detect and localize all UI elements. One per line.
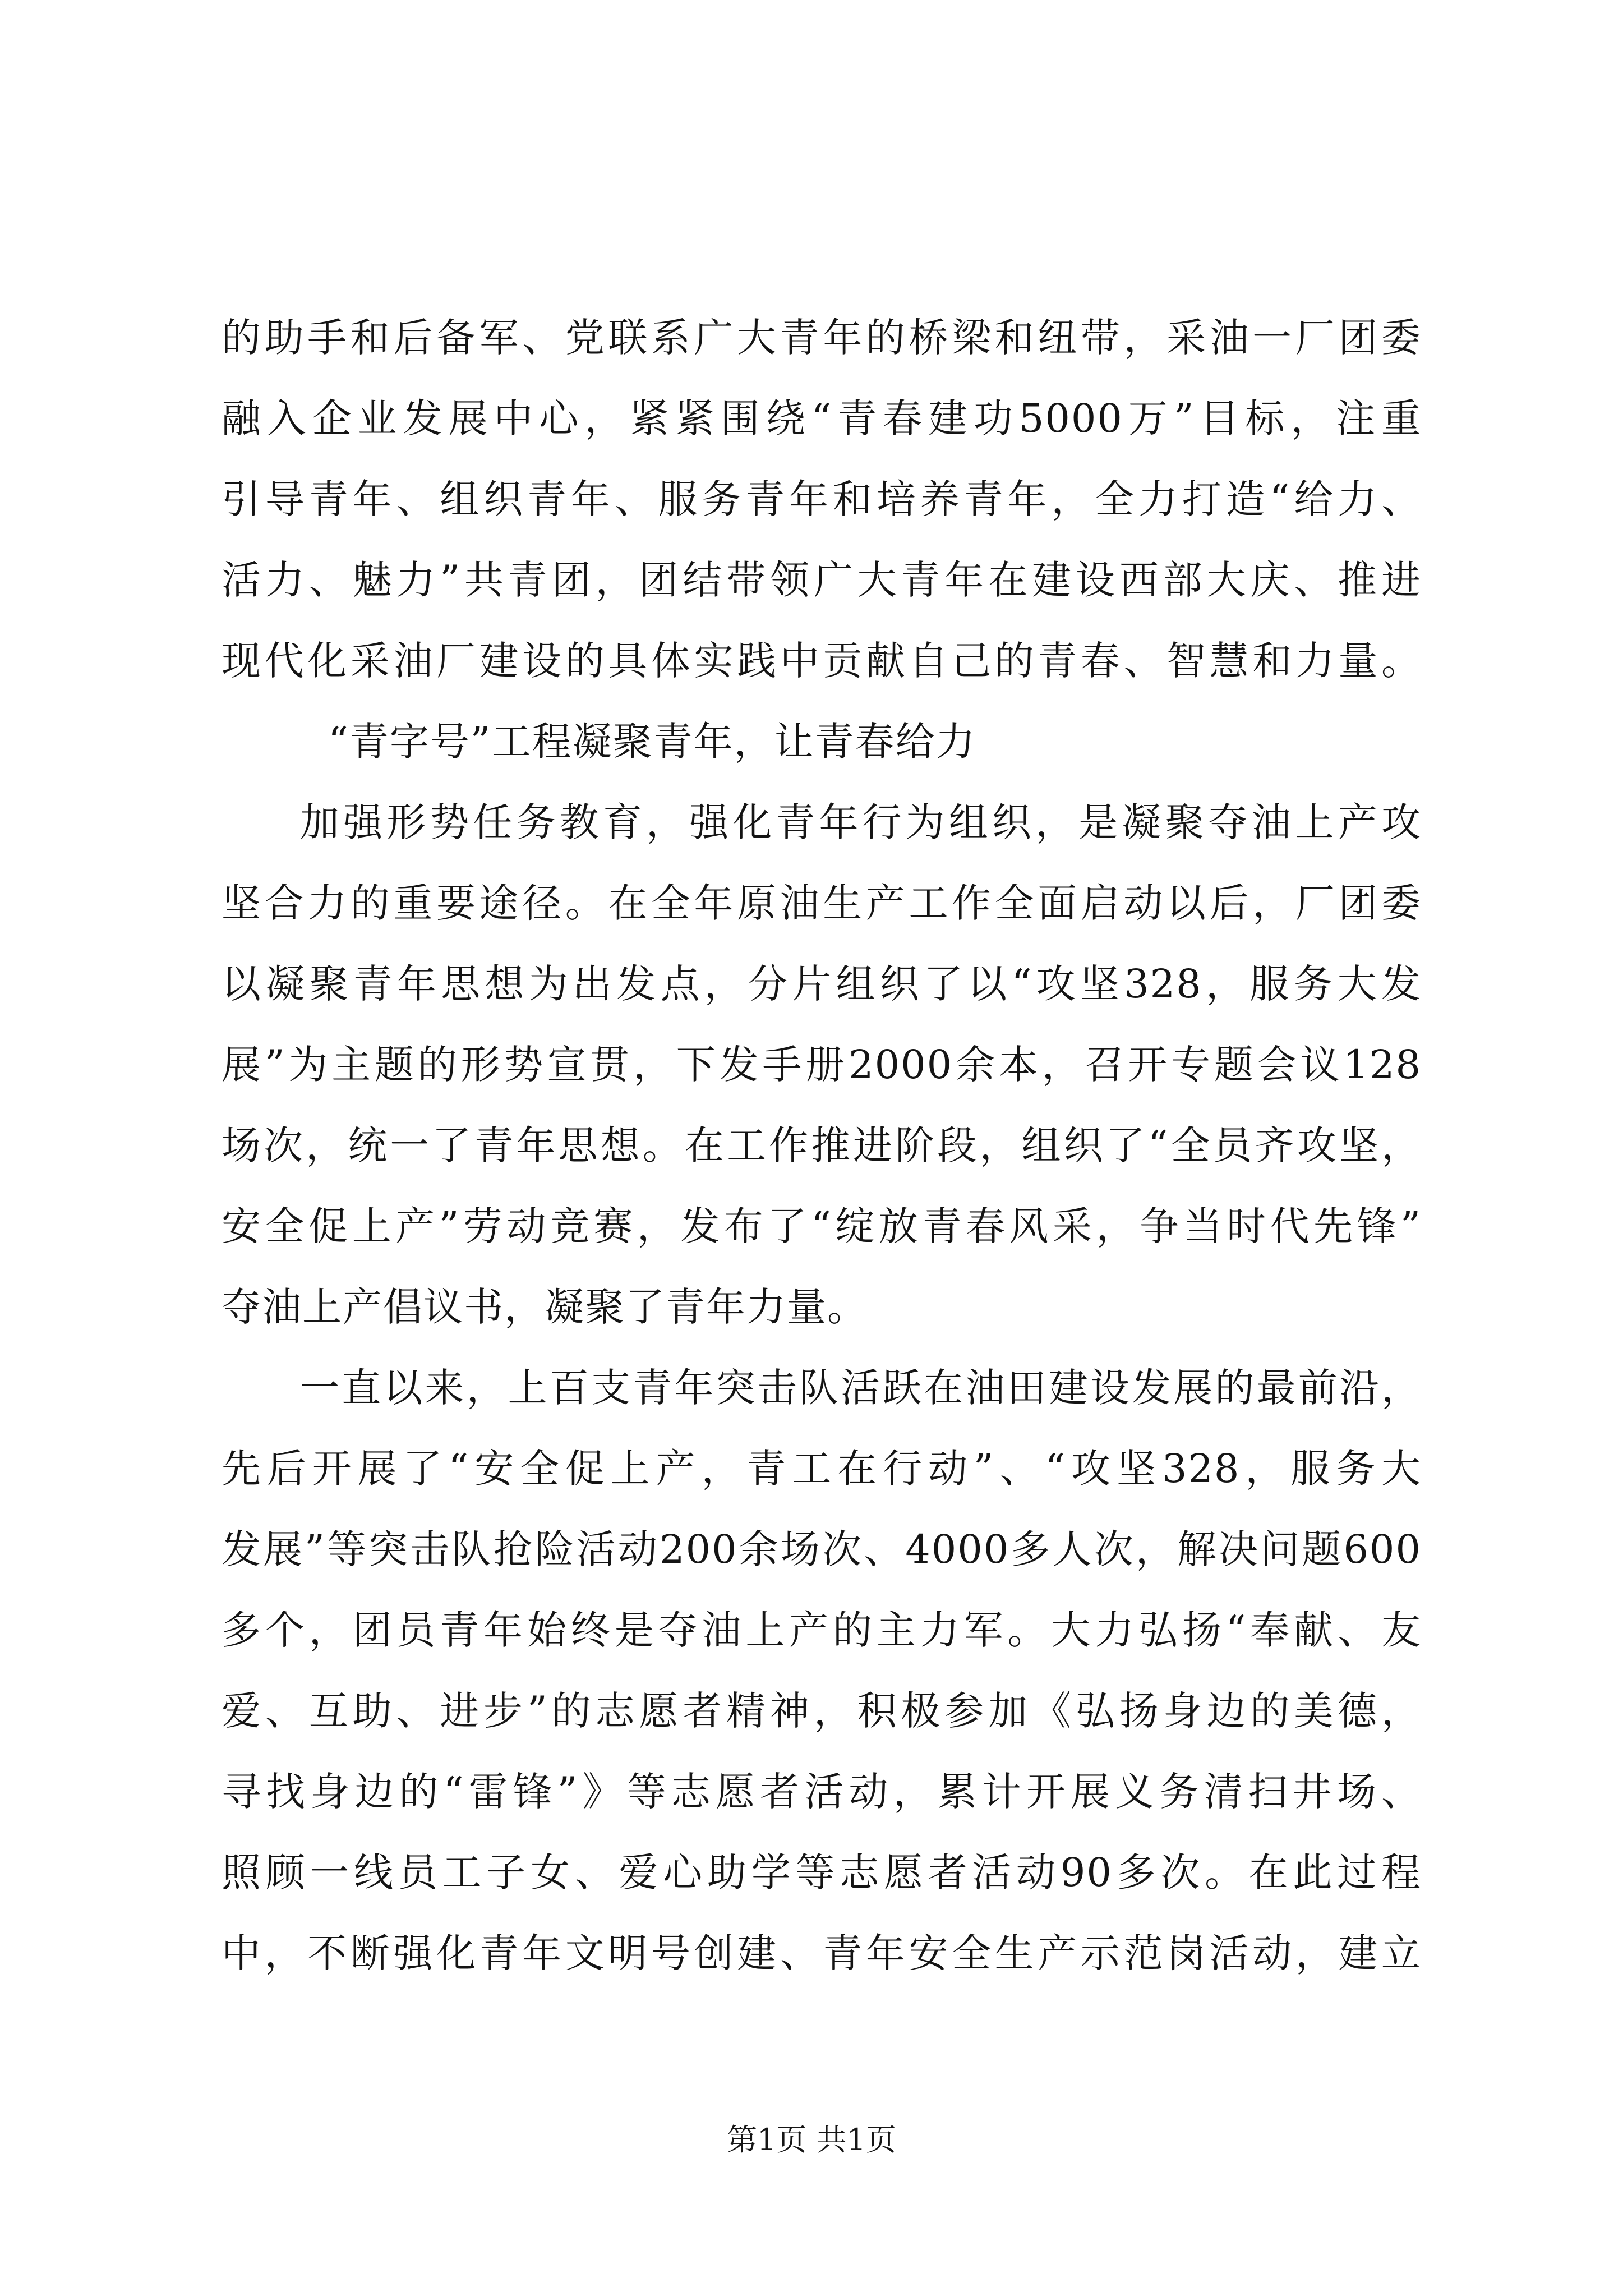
paragraph-line: 夺油上产倡议书，凝聚了青年力量。 [222, 1284, 868, 1330]
paragraph-line: 现代化采油厂建设的具体实践中贡献自己的青春、智慧和力量。 [222, 638, 1422, 684]
paragraph-line: 发展”等突击队抢险活动200余场次、4000多人次，解决问题600 [222, 1526, 1422, 1572]
section-heading: “青字号”工程凝聚青年，让青春给力 [328, 719, 976, 765]
paragraph-line: 坚合力的重要途径。在全年原油生产工作全面启动以后，厂团委 [222, 880, 1422, 926]
paragraph-line: 展”为主题的形势宣贯，下发手册2000余本，召开专题会议128 [222, 1042, 1422, 1088]
paragraph-line: 的助手和后备军、党联系广大青年的桥梁和纽带，采油一厂团委 [222, 315, 1422, 361]
paragraph-line: 活力、魅力”共青团，团结带领广大青年在建设西部大庆、推进 [222, 557, 1422, 603]
paragraph-line: 安全促上产”劳动竞赛，发布了“绽放青春风采，争当时代先锋” [222, 1203, 1422, 1249]
document-body [222, 297, 1422, 1994]
paragraph-line: 以凝聚青年思想为出发点，分片组织了以“攻坚328，服务大发 [222, 961, 1422, 1007]
paragraph-line: 先后开展了“安全促上产，青工在行动”、“攻坚328，服务大 [222, 1446, 1422, 1492]
paragraph-line: 一直以来，上百支青年突击队活跃在油田建设发展的最前沿， [300, 1365, 1422, 1411]
paragraph-line: 多个，团员青年始终是夺油上产的主力军。大力弘扬“奉献、友 [222, 1607, 1422, 1653]
page-footer: 第1页 共1页 [727, 2122, 896, 2157]
paragraph-line: 引导青年、组织青年、服务青年和培养青年，全力打造“给力、 [222, 476, 1422, 522]
paragraph-line: 加强形势任务教育，强化青年行为组织，是凝聚夺油上产攻 [300, 799, 1422, 845]
paragraph-line: 场次，统一了青年思想。在工作推进阶段，组织了“全员齐攻坚， [222, 1122, 1422, 1168]
paragraph-line: 爱、互助、进步”的志愿者精神，积极参加《弘扬身边的美德， [222, 1688, 1422, 1734]
paragraph-line: 融入企业发展中心，紧紧围绕“青春建功5000万”目标，注重 [222, 395, 1422, 441]
paragraph-line: 寻找身边的“雷锋”》等志愿者活动，累计开展义务清扫井场、 [222, 1769, 1422, 1815]
paragraph-line: 中，不断强化青年文明号创建、青年安全生产示范岗活动，建立 [222, 1930, 1422, 1976]
paragraph-line: 照顾一线员工子女、爱心助学等志愿者活动90多次。在此过程 [222, 1849, 1422, 1895]
